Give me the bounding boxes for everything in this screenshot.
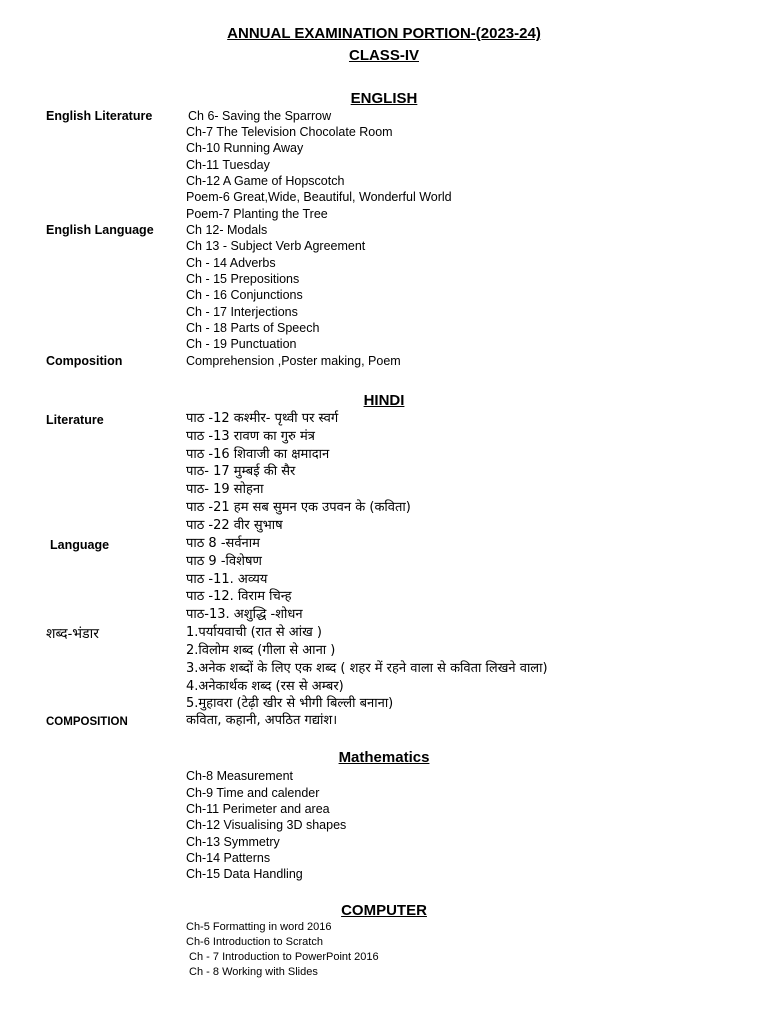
english-language-item: Ch - 18 Parts of Speech <box>186 321 320 335</box>
computer-item: Ch - 7 Introduction to PowerPoint 2016 <box>186 951 379 963</box>
mathematics-item: Ch-14 Patterns <box>186 851 271 865</box>
mathematics-item: Ch-9 Time and calender <box>186 786 320 800</box>
hindi-heading: HINDI <box>363 392 405 409</box>
computer-item: Ch - 8 Working with Slides <box>186 966 318 978</box>
english-literature-item: Ch-10 Running Away <box>186 141 304 155</box>
hindi-language-item: पाठ 8 -सर्वनाम <box>186 536 260 551</box>
english-language-label: English Language <box>46 223 154 237</box>
english-language-item: Ch - 19 Punctuation <box>186 337 297 351</box>
computer-heading: COMPUTER <box>341 902 427 919</box>
english-composition-label: Composition <box>46 354 123 368</box>
hindi-vocab-item: 3.अनेक शब्दों के लिए एक शब्द ( शहर में रहने वाला से कविता लिखने वाला) <box>186 661 548 676</box>
english-language-item: Ch - 16 Conjunctions <box>186 288 303 302</box>
document-title: ANNUAL EXAMINATION PORTION-(2023-24) <box>227 25 541 42</box>
hindi-literature-item: पाठ -21 हम सब सुमन एक उपवन के (कविता) <box>186 500 411 515</box>
hindi-literature-item: पाठ -22 वीर सुभाष <box>186 518 283 533</box>
mathematics-item: Ch-11 Perimeter and area <box>186 802 330 816</box>
hindi-vocab-item: 1.पर्यायवाची (रात से आंख ) <box>186 625 322 640</box>
computer-item: Ch-5 Formatting in word 2016 <box>186 921 332 933</box>
english-composition-item: Comprehension ,Poster making, Poem <box>186 354 401 368</box>
class-title: CLASS-IV <box>348 47 419 64</box>
english-literature-item: Ch-12 A Game of Hopscotch <box>186 174 345 188</box>
english-literature-item: Ch 6- Saving the Sparrow <box>188 109 332 123</box>
english-heading: ENGLISH <box>350 90 418 107</box>
english-literature-item: Poem-7 Planting the Tree <box>186 207 328 221</box>
english-language-item: Ch - 17 Interjections <box>186 305 298 319</box>
hindi-vocab-item: 2.विलोम शब्द (गीला से आना ) <box>186 643 336 658</box>
hindi-language-item: पाठ 9 -विशेषण <box>186 554 262 569</box>
english-language-item: Ch 12- Modals <box>186 223 268 237</box>
mathematics-item: Ch-15 Data Handling <box>186 867 303 881</box>
hindi-vocab-item: 5.मुहावरा (टेढ़ी खीर से भीगी बिल्ली बनाना) <box>186 696 394 711</box>
computer-item: Ch-6 Introduction to Scratch <box>186 936 323 948</box>
hindi-language-item: पाठ-13. अशुद्धि -शोधन <box>186 607 303 622</box>
mathematics-item: Ch-8 Measurement <box>186 769 293 783</box>
mathematics-heading: Mathematics <box>338 749 430 766</box>
hindi-literature-item: पाठ- 17 मुम्बई की सैर <box>186 464 296 479</box>
hindi-language-item: पाठ -11. अव्यय <box>186 572 268 587</box>
english-language-item: Ch - 14 Adverbs <box>186 256 276 270</box>
hindi-language-label: Language <box>50 538 110 552</box>
english-literature-label: English Literature <box>46 109 153 123</box>
mathematics-item: Ch-13 Symmetry <box>186 835 280 849</box>
english-language-item: Ch - 15 Prepositions <box>186 272 300 286</box>
hindi-literature-item: पाठ -12 कश्मीर- पृथ्वी पर स्वर्ग <box>186 411 339 426</box>
hindi-language-item: पाठ -12. विराम चिन्ह <box>186 589 292 604</box>
english-literature-item: Ch-7 The Television Chocolate Room <box>186 125 393 139</box>
hindi-literature-item: पाठ -16 शिवाजी का क्षमादान <box>186 447 330 462</box>
hindi-literature-item: पाठ- 19 सोहना <box>186 482 264 497</box>
english-language-item: Ch 13 - Subject Verb Agreement <box>186 239 366 253</box>
hindi-composition-label: COMPOSITION <box>46 716 128 728</box>
hindi-vocab-label: शब्द-भंडार <box>46 625 99 641</box>
hindi-literature-label: Literature <box>46 413 104 427</box>
hindi-vocab-item: 4.अनेकार्थक शब्द (रस से अम्बर) <box>186 679 344 694</box>
english-literature-item: Ch-11 Tuesday <box>186 158 270 172</box>
mathematics-item: Ch-12 Visualising 3D shapes <box>186 818 347 832</box>
english-literature-item: Poem-6 Great,Wide, Beautiful, Wonderful World <box>186 190 452 204</box>
hindi-literature-item: पाठ -13 रावण का गुरु मंत्र <box>186 429 315 444</box>
hindi-composition-item: कविता, कहानी, अपठित गद्यांश। <box>186 713 338 728</box>
